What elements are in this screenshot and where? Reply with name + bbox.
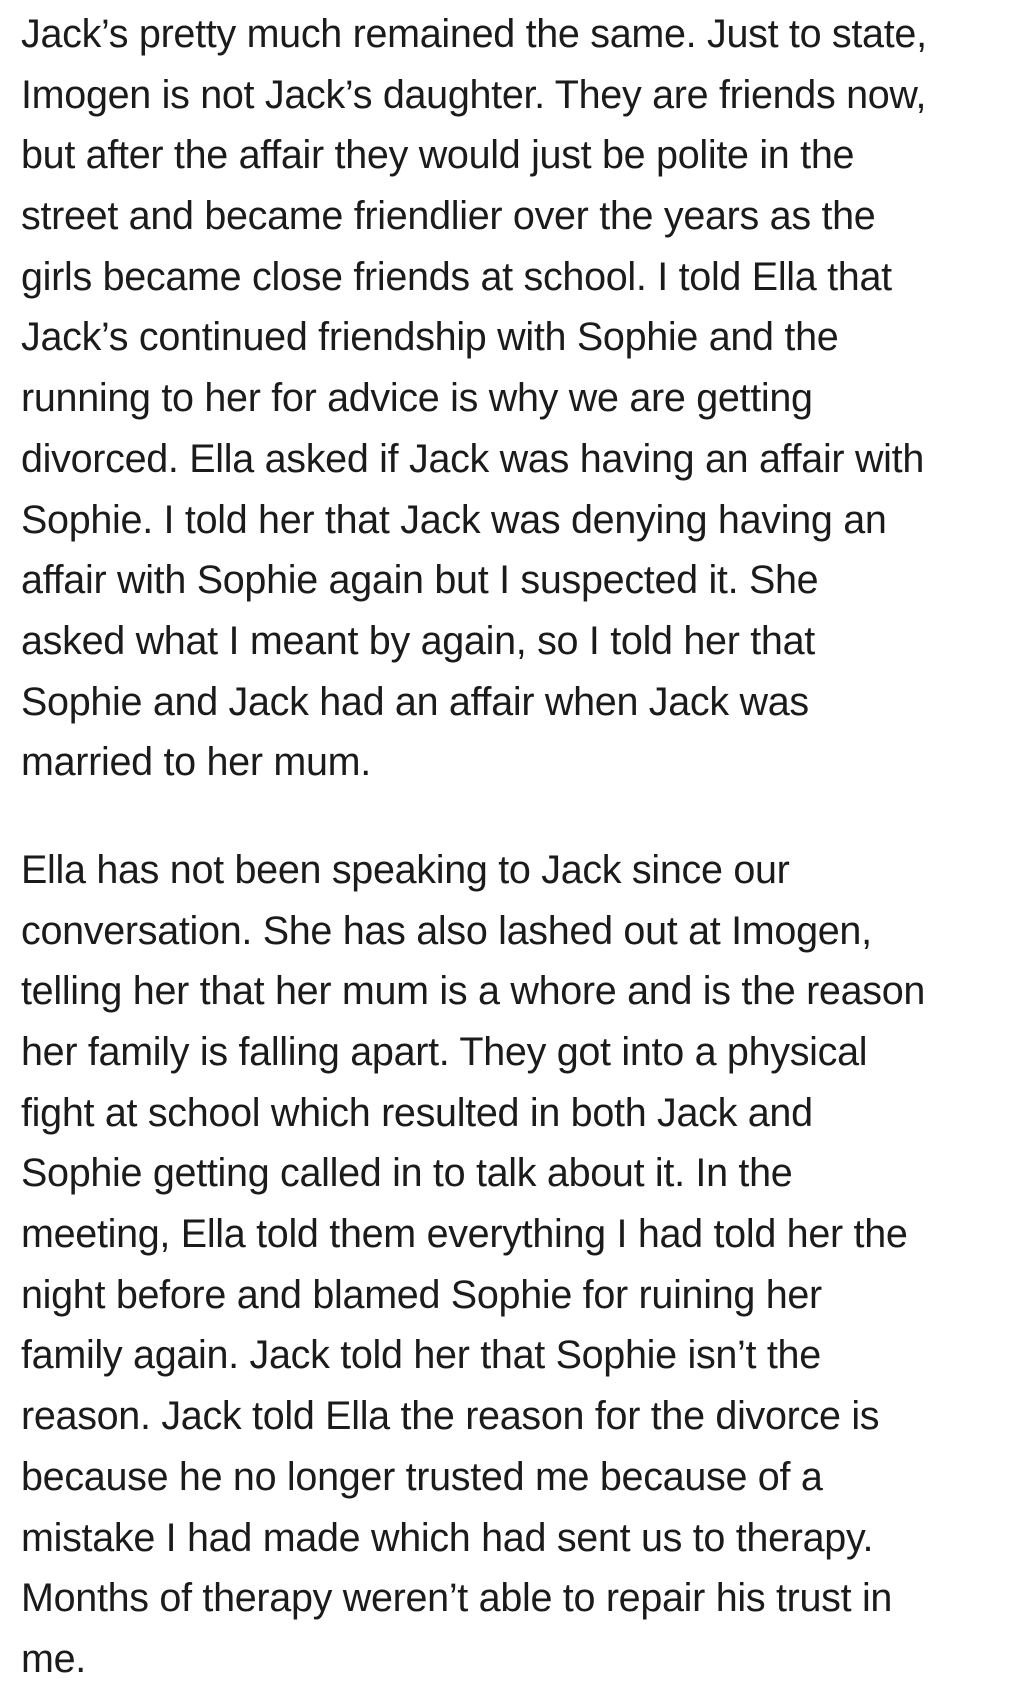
text-line: me. bbox=[21, 1636, 86, 1681]
text-line: Months of therapy weren’t able to repair his trust in bbox=[21, 1576, 893, 1621]
text-line: her family is falling apart. They got into a physical bbox=[21, 1030, 868, 1074]
text-line: Sophie and Jack had an affair when Jack was bbox=[21, 679, 809, 724]
text-line: Sophie getting called in to talk about it. In the bbox=[21, 1151, 793, 1196]
text-line: night before and blamed Sophie for ruining her bbox=[21, 1272, 822, 1317]
text-line: girls became close friends at school. I told Ella that bbox=[21, 254, 892, 299]
paragraph-spacer bbox=[21, 793, 1011, 840]
text-line: street and became friendlier over the years as the bbox=[21, 194, 876, 239]
text-line: meeting, Ella told them everything I had told her the bbox=[21, 1212, 908, 1257]
text-line: conversation. She has also lashed out at Imogen, bbox=[21, 908, 872, 953]
text-line: reason. Jack told Ella the reason for the divorce is bbox=[21, 1394, 880, 1439]
text-line: Imogen is not Jack’s daughter. They are friends now, bbox=[21, 72, 927, 117]
text-line: Sophie. I told her that Jack was denying having an bbox=[21, 497, 887, 542]
text-line: asked what I meant by again, so I told her that bbox=[21, 618, 815, 663]
text-line: family again. Jack told her that Sophie isn’t the bbox=[21, 1333, 821, 1378]
paragraph-2 bbox=[21, 840, 1011, 1690]
text-line: mistake I had made which had sent us to therapy. bbox=[21, 1515, 874, 1560]
text-line: divorced. Ella asked if Jack was having an affair with bbox=[21, 436, 925, 481]
text-line: telling her that her mum is a whore and is the reason bbox=[21, 969, 926, 1014]
text-line: Ella has not been speaking to Jack since our bbox=[21, 847, 790, 892]
text-line: because he no longer trusted me because of a bbox=[21, 1454, 823, 1499]
text-line: Jack’s pretty much remained the same. Just to state, bbox=[21, 12, 927, 56]
post-body bbox=[21, 4, 1011, 1690]
text-line: running to her for advice is why we are getting bbox=[21, 376, 813, 421]
text-line: affair with Sophie again but I suspected it. She bbox=[21, 558, 819, 603]
text-line: Jack’s continued friendship with Sophie and the bbox=[21, 315, 839, 360]
text-line: married to her mum. bbox=[21, 740, 371, 785]
paragraph-1 bbox=[21, 4, 1011, 793]
text-line: fight at school which resulted in both Jack and bbox=[21, 1090, 813, 1135]
text-line: but after the affair they would just be polite in the bbox=[21, 133, 855, 178]
